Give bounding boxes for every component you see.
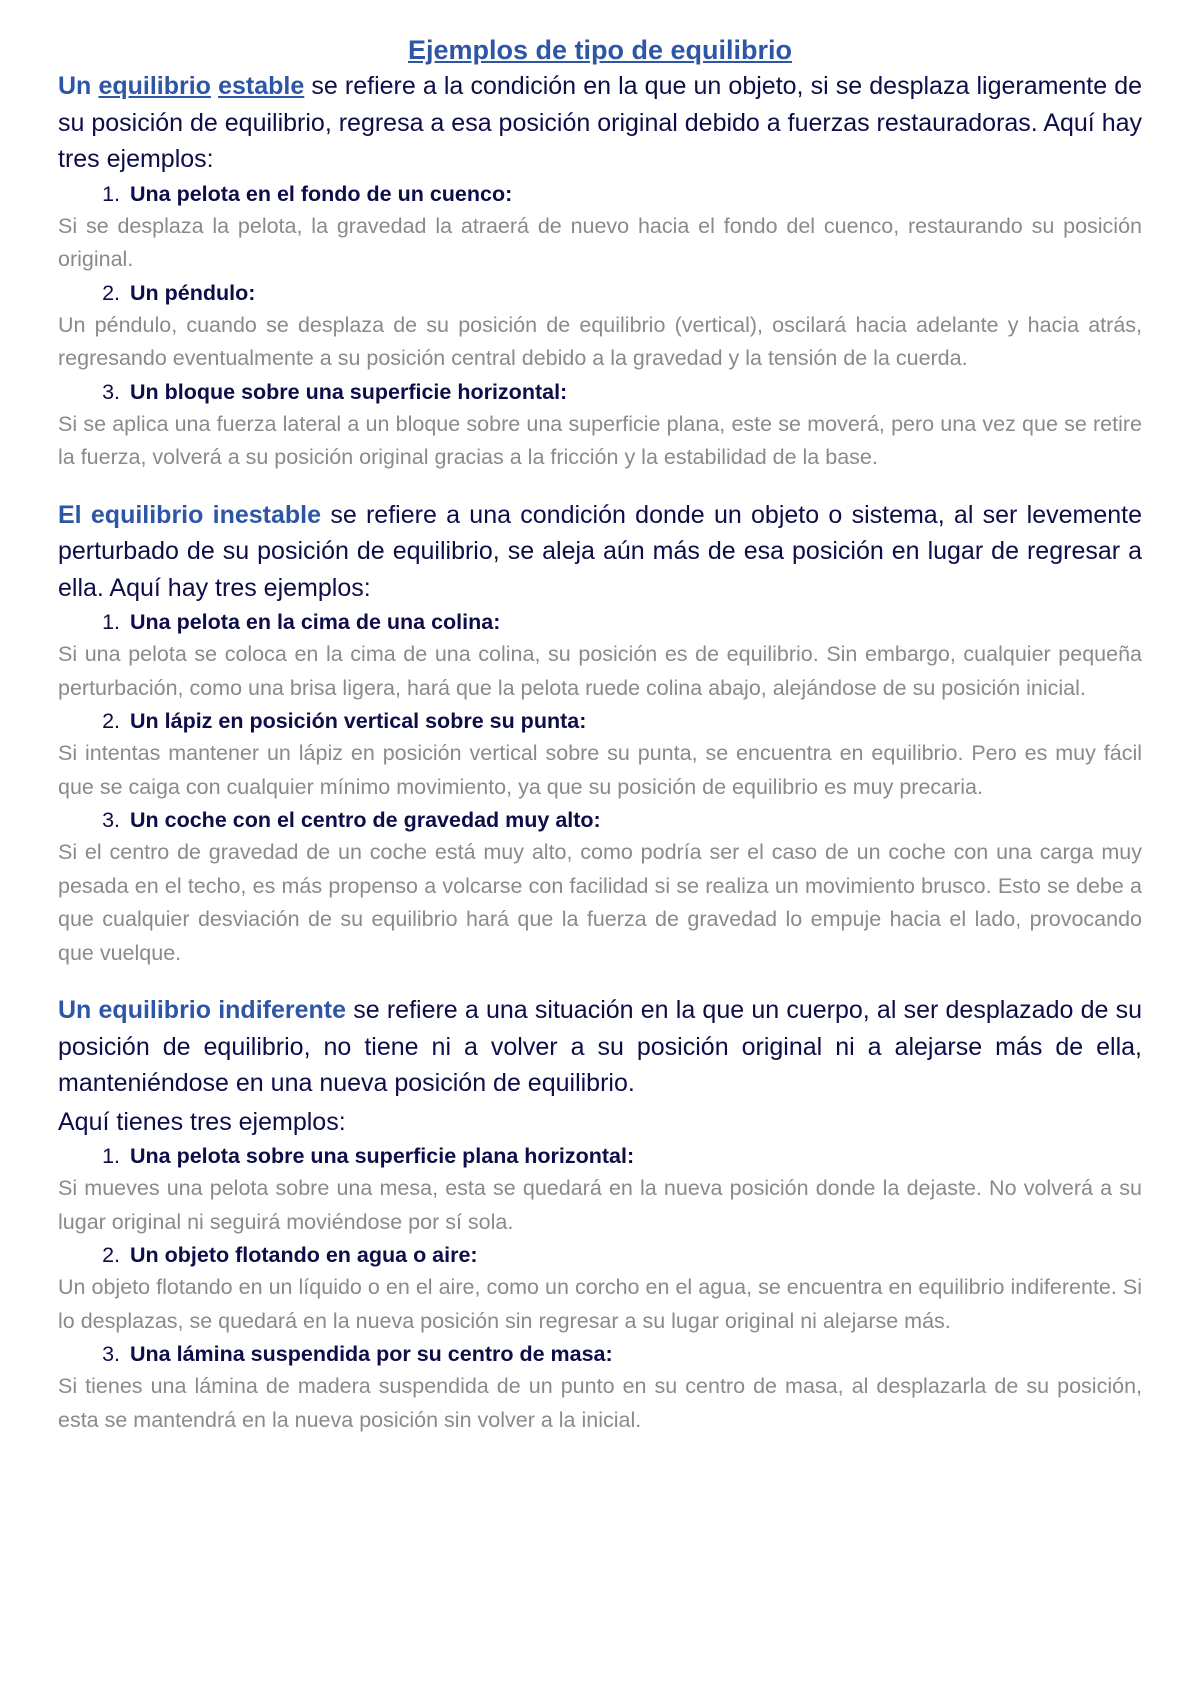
section-term: Un equilibrio indiferente — [58, 996, 347, 1024]
list-number: 1. — [102, 1144, 120, 1168]
list-item-description: Un objeto flotando en un líquido o en el aire, como un corcho en el agua, se encuentra en equilibrio indiferente. Si lo desplazas, se quedará en la nueva posición sin regresar a su lugar original ni alejarse más. — [58, 1275, 1142, 1333]
section-spacer — [58, 970, 1142, 992]
list-heading-text: Un bloque sobre una superficie horizontal: — [130, 379, 568, 404]
section-intro — [58, 992, 1142, 1140]
section-term — [58, 72, 304, 100]
list-item-description: Si el centro de gravedad de un coche está muy alto, como podría ser el caso de un coche con una carga muy pesada en el techo, es más propenso a volcarse con facilidad si se realiza un movimiento brusco. Esto se debe a que cualquier desviación de su equilibrio hará que la fuerza de gravedad lo empuje hacia el lado, provocando que vuelque. — [58, 840, 1142, 965]
list-item-heading — [58, 1140, 1142, 1172]
list-number: 3. — [102, 379, 120, 404]
section-intro-text: se refiere a una situación en la que un cuerpo, al ser desplazado de su posición de equilibrio, no tiene ni a volver a su posición original ni a alejarse más de ella, manteniéndose en una nueva posición de equilibrio. — [58, 996, 1143, 1097]
list-item-description: Si mueves una pelota sobre una mesa, esta se quedará en la nueva posición donde la dejaste. No volverá a su lugar original ni seguirá moviéndose por sí sola. — [58, 1176, 1142, 1234]
list-heading-text: Un lápiz en posición vertical sobre su punta: — [130, 709, 587, 733]
section-intro-text: se refiere a una condición donde un objeto o sistema, al ser levemente perturbado de su posición de equilibrio, se aleja aún más de esa posición en lugar de regresar a ella. Aquí hay tres ejemplos: — [58, 500, 1142, 602]
list-heading-text: Una pelota sobre una superficie plana horizontal: — [130, 1144, 635, 1168]
list-item-description: Si intentas mantener un lápiz en posición vertical sobre su punta, se encuentra en equilibrio. Pero es muy fácil que se caiga con cualquier mínimo movimiento, ya que su posición de equilibrio es muy precaria. — [58, 741, 1142, 799]
list-item-heading — [58, 1338, 1142, 1370]
list-item-heading — [58, 1239, 1142, 1271]
list-item-description: Si se desplaza la pelota, la gravedad la atraerá de nuevo hacia el fondo del cuenco, restaurando su posición original. — [58, 213, 1142, 271]
list-item-description: Si se aplica una fuerza lateral a un bloque sobre una superficie plana, este se moverá, pero una vez que se retire la fuerza, volverá a su posición original gracias a la fricción y la estabilidad de la base. — [58, 411, 1142, 469]
list-item-heading — [58, 376, 1142, 408]
list-heading-text: Una pelota en el fondo de un cuenco: — [130, 181, 513, 206]
list-item-heading — [58, 804, 1142, 836]
list-item-description: Un péndulo, cuando se desplaza de su posición de equilibrio (vertical), oscilará hacia adelante y hacia atrás, regresando eventualmente a su posición central debido a la gravedad y la tensión de la cuerda. — [58, 312, 1142, 370]
section-intro-followup: Aquí tienes tres ejemplos: — [58, 1107, 346, 1136]
list-number: 3. — [102, 1342, 120, 1366]
list-item-heading — [58, 705, 1142, 737]
section-term: El equilibrio inestable — [58, 500, 322, 529]
list-heading-text: Un coche con el centro de gravedad muy alto: — [130, 808, 601, 832]
term-word: equilibrio — [98, 72, 211, 100]
section-intro — [58, 497, 1142, 607]
term-word: estable — [218, 72, 305, 100]
document-title: Ejemplos de tipo de equilibrio — [407, 35, 793, 65]
list-item-description: Si tienes una lámina de madera suspendida de un punto en su centro de masa, al desplazarla de su posición, esta se mantendrá en la nueva posición sin volver a la inicial. — [58, 1374, 1142, 1432]
list-heading-text: Un objeto flotando en agua o aire: — [130, 1243, 478, 1267]
section-unstable-equilibrium — [58, 497, 1142, 971]
list-item-heading — [58, 606, 1142, 638]
list-heading-text: Una pelota en la cima de una colina: — [130, 610, 501, 634]
list-number: 2. — [102, 1243, 120, 1267]
list-item-description: Si una pelota se coloca en la cima de una colina, su posición es de equilibrio. Sin embargo, cualquier pequeña perturbación, como una brisa ligera, hará que la pelota ruede colina abajo, alejándose de su posición inicial. — [58, 642, 1142, 700]
list-number: 3. — [102, 808, 120, 832]
section-intro — [58, 68, 1142, 178]
term-word: Un — [58, 72, 92, 100]
section-spacer — [58, 475, 1142, 497]
list-heading-text: Una lámina suspendida por su centro de masa: — [130, 1342, 613, 1366]
list-item-heading — [58, 277, 1142, 309]
document-page — [58, 32, 1142, 1437]
section-intro-text: se refiere a la condición en la que un objeto, si se desplaza ligeramente de su posición de equilibrio, regresa a esa posición original debido a fuerzas restauradoras. Aquí hay tres ejemplos: — [58, 72, 1143, 173]
list-number: 1. — [102, 181, 120, 206]
list-number: 1. — [102, 610, 120, 634]
section-stable-equilibrium — [58, 68, 1142, 475]
list-number: 2. — [102, 709, 120, 733]
section-neutral-equilibrium — [58, 992, 1142, 1437]
list-item-heading — [58, 178, 1142, 210]
list-heading-text: Un péndulo: — [130, 280, 256, 305]
list-number: 2. — [102, 280, 120, 305]
